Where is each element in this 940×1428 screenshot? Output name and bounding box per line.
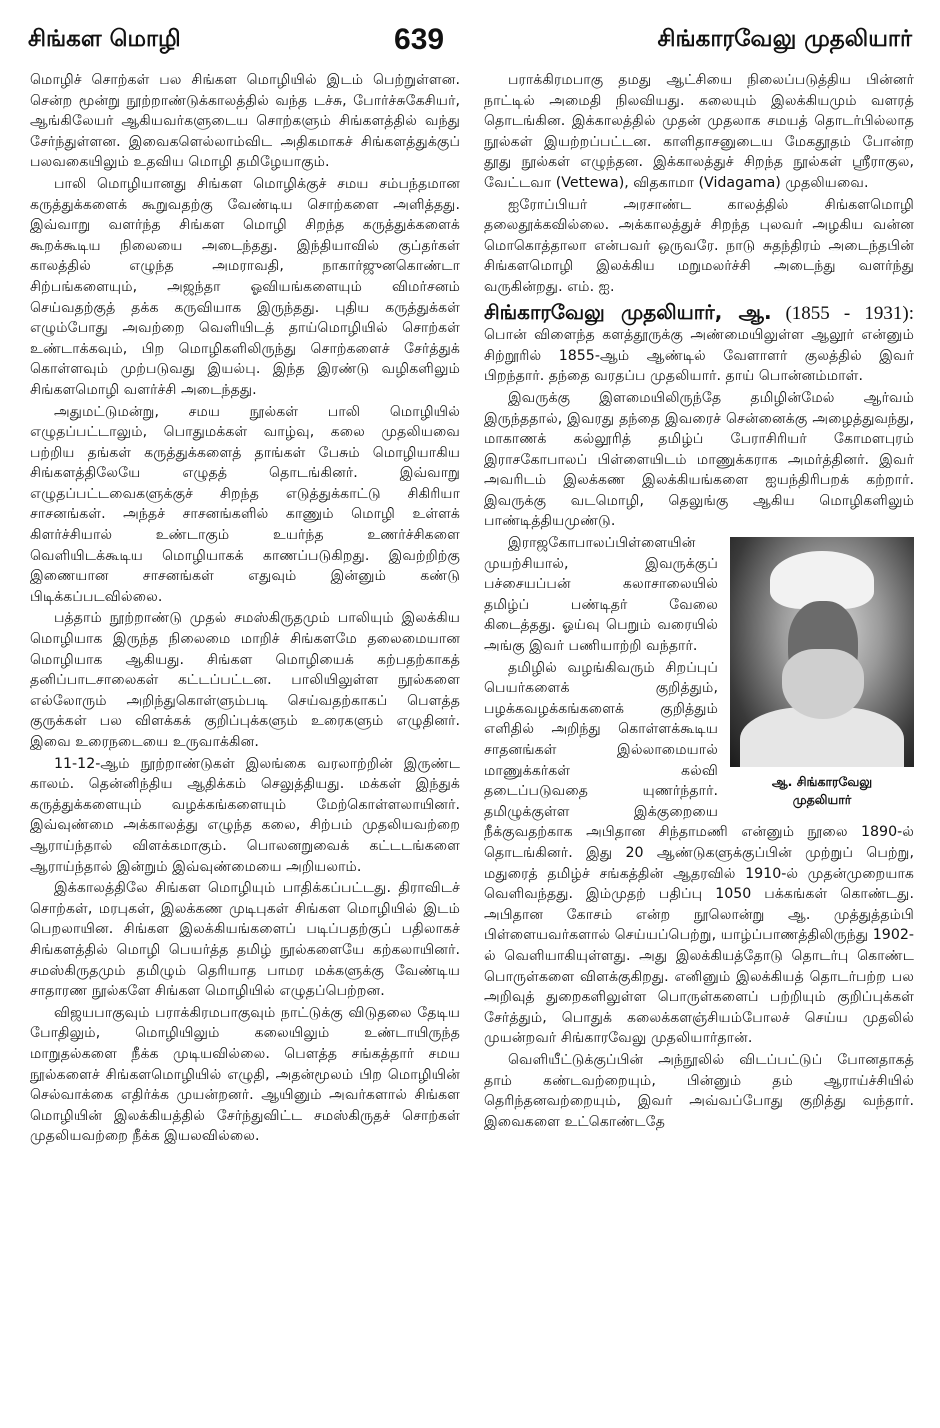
page-header <box>28 18 912 62</box>
left-column <box>30 70 460 1400</box>
entry-intro: பொன் விளைந்த களத்தூருக்கு அண்மையிலுள்ள ஆலூர் என்னும் சிற்றூரில் 1855-ஆம் ஆண்டில் வேளாளர் குலத்தில் இவர் பிறந்தார். தந்தை வரதப்ப முதலியார். தாய் பொன்னம்மாள். <box>484 327 914 385</box>
entry-title: சிங்காரவேலு முதலியார், ஆ. <box>484 299 772 324</box>
right-column <box>484 70 914 1400</box>
page-number: 639 <box>394 23 445 56</box>
paragraph: பராக்கிரமபாகு தமது ஆட்சியை நிலைப்படுத்திய பின்னர் நாட்டில் அமைதி நிலவியது. கலையும் இலக்கியமும் வளரத் தொடங்கின. இக்காலத்தில் முதன் முதலாக சமயத் தொடர்பில்லாத நூல்கள் இயற்றப்பட்டன. காளிதாசனுடைய மேகதூதம் போன்ற தூது நூல்கள் எழுந்தன. இக்காலத்துச் சிறந்த நூல்கள் ஸ்ரீராகுல, வேட்டவா (Vettewa), விதகாமா (Vidagama) முதலியவை. <box>484 72 914 191</box>
paragraph: மொழிச் சொற்கள் பல சிங்கள மொழியில் இடம் பெற்றுள்ளன. சென்ற மூன்று நூற்றாண்டுக்காலத்தில் வந்த டச்சு, போர்ச்சுகேசியர், ஆங்கிலேயர் ஆகியவர்களுடைய சொற்களும் சிங்களத்தில் வந்து சேர்ந்துள்ளன. இவைகளெல்லாம்விட அதிகமாகச் சிங்களத்துக்குப் பலவகையிலும் உதவிய மொழி தமிழேயாகும். <box>30 72 460 171</box>
paragraph: 11-12-ஆம் நூற்றாண்டுகள் இலங்கை வரலாற்றின் இருண்ட காலம். தென்னிந்திய ஆதிக்கம் செலுத்தியது. மக்கள் இந்துக் கருத்துக்களையும் வழக்கங்களையும் மேற்கொள்ளலாயினர். இவ்வுண்மை அக்காலத்து எழுந்த கலை, சிற்பம் முதலியவற்றை ஆராய்ந்தால் விளக்கமாகும். பொலனறுவைக் கட்டடங்களை ஆராய்ந்தால் இன்றும் இவ்வுண்மையை அறியலாம். <box>30 755 460 875</box>
paragraph: தமிழில் வழங்கிவரும் சிறப்புப் பெயர்களைக் குறித்தும், பழக்கவழக்கங்களைக் குறித்தும் எளிதில் அறிந்து கொள்ளக்கூடிய சாதனங்கள் இல்லாமையால் மாணுக்கர்கள் கல்வி தடைப்படுவதை யுணர்ந்தார். தமிழுக்குள்ள இக்குறையை நீக்குவதற்காக அபிதான சிந்தாமணி என்னும் நூலை 1890-ல் தொடங்கினர். இது 20 ஆண்டுகளுக்குப்பின் முற்றுப் பெற்று, மதுரைத் தமிழ்ச் சங்கத்தின் ஆதரவில் 1910-ல் முதன்முறையாக வெளிவந்தது. இம்முதற் பதிப்பு 1050 பக்கங்கள் கொண்டது. அபிதான கோசம் என்ற நூலொன்று ஆ. முத்துத்தம்பி பிள்ளையவர்களால் செய்யப்பெற்று, யாழ்ப்பாணத்திலிருந்து 1902-ல் வெளியாகியுள்ளது. அது இலக்கியத்தோடு தொடர்பு கொண்ட பொருள்களை விளக்குகிறது. எனினும் இலக்கியத் தொடர்பற்ற பல அறிவுத் துறைகளிலுள்ள பொருள்களைப் பற்றியும் குறிப்புக்கள் சேர்த்தும், பொதுக் கலைக்களஞ்சியம்போலச் செய்ய முதலில் முயன்றவர் சிங்காரவேலு முதலியார்தான். <box>484 659 914 1047</box>
paragraph: விஜயபாகுவும் பராக்கிரமபாகுவும் நாட்டுக்கு விடுதலை தேடிய போதிலும், மொழியிலும் கலையிலும் உண்டாயிருந்த மாறுதல்களை நீக்க முடியவில்லை. பௌத்த சங்கத்தார் சமய நூல்களைச் சிங்களமொழியில் எழுதி, அதன்மூலம் பிற மொழியின் செல்வாக்கை எதிர்க்க முயன்றனர். ஆயினும் அவர்களால் சிங்கள மொழியின் இலக்கியத்தில் சேர்ந்துவிட்ட சமஸ்கிருதச் சொற்கள் முதலியவற்றை நீக்க இயலவில்லை. <box>30 1004 460 1145</box>
paragraph: பாலி மொழியானது சிங்கள மொழிக்குச் சமய சம்பந்தமான கருத்துக்களைக் கூறுவதற்கு வேண்டிய சொற்களை அளித்தது. இவ்வாறு வளர்ந்த சிங்கள மொழி சிறந்த கருத்துக்களைக் கூறக்கூடிய நிலையை அடைந்தது. இந்தியாவில் குப்தர்கள் காலத்தில் எழுந்த அமராவதி, நாகார்ஜுனகொண்டா சிற்பங்களையும், அஜந்தா ஓவியங்களையும் விமர்சனம் செய்வதற்குத் தக்க கருவியாக இருந்தது. புதிய கருத்துக்கள் எழும்போது அவற்றை வெளியிடத் தாய்மொழியில் சொற்கள் உண்டாக்கவும், பிற மொழிகளிலிருந்து சொற்களைச் சேர்த்துக் கொள்ளவும் முற்படுவது இயல்பு. இந்த இரண்டு வழிகளிலும் சிங்களமொழி வளர்ச்சி அடைந்தது. <box>30 175 460 398</box>
caption-line: முதலியார் <box>792 792 852 808</box>
header-left-title: சிங்கள மொழி <box>28 25 181 52</box>
paragraph: பத்தாம் நூற்றாண்டு முதல் சமஸ்கிருதமும் பாலியும் இலக்கிய மொழியாக இருந்த நிலைமை மாறிச் சிங்களமே தலைமையான மொழியாக ஆகியது. சிங்கள மொழியைக் கற்பதற்காகத் தனிப்பாடசாலைகள் கட்டப்பட்டன. பாலியிலுள்ள நூல்களை எல்லோரும் அறிந்துகொள்ளும்படி செய்வதற்காகப் பௌத்த குருக்கள் பல விளக்கக் குறிப்புக்களும் உரைகளும் எழுதினர். இவை உரைநடையை உருவாக்கின. <box>30 610 460 750</box>
paragraph: ஐரோப்பியர் அரசாண்ட காலத்தில் சிங்களமொழி தலைதூக்கவில்லை. அக்காலத்துச் சிறந்த புலவர் அழகிய வன்ன மொகொத்தாலா என்பவர் ஒருவரே. நாடு சுதந்திரம் அடைந்தபின் சிங்களமொழி இலக்கிய மறுமலர்ச்சி அடைந்து வளர்ந்து வருகின்றது. எம். ஐ. <box>484 196 914 295</box>
paragraph: இவருக்கு இளமையிலிருந்தே தமிழின்மேல் ஆர்வம் இருந்ததால், இவரது தந்தை இவரைச் சென்னைக்கு அழைத்துவந்து, மாகாணக் கல்லூரித் தமிழ்ப் பேராசிரியர் கோமளபுரம் இராசகோபாலப் பிள்ளையிடம் மாணுக்கராக அமர்த்தினர். இவர் அவரிடம் இலக்கண இலக்கியங்களை ஐயந்திரிபறக் கற்றார். இவருக்கு வடமொழி, தெலுங்கு ஆகிய மொழிகளிலும் பாண்டித்தியமுண்டு. <box>484 389 914 530</box>
portrait-figure <box>730 537 914 809</box>
paragraph: வெளியீட்டுக்குப்பின் அந்நூலில் விடப்பட்டுப் போனதாகத் தாம் கண்டவற்றையும், பின்னும் தம் ஆராய்ச்சியில் தெரிந்தனவற்றையும், இவர் அவ்வப்போது குறித்து வந்தார். இவைகளை உட்கொண்டதே <box>484 1051 914 1130</box>
header-right-title: சிங்காரவேலு முதலியார் <box>657 25 912 52</box>
portrait-caption <box>730 773 914 809</box>
entry-dates: (1855 - 1931): <box>785 302 914 324</box>
paragraph: அதுமட்டுமன்று, சமய நூல்கள் பாலி மொழியில் எழுதப்பட்டாலும், பொதுமக்கள் வாழ்வு, கலை முதலியவை பற்றிய தங்கள் கருத்துக்களைத் தாங்கள் பேசும் மொழியாகிய சிங்களத்திலேயே எழுதத் தொடங்கினர். இவ்வாறு எழுதப்பட்டவைகளுக்குச் சிறந்த எடுத்துக்காட்டு சிகிரியா சாசனங்கள். அந்தச் சாசனங்களில் காணும் மொழி உள்ளக் கிளர்ச்சியால் உண்டாகும் உயர்ந்த உணர்ச்சிகளை வெளியிடக்கூடிய மொழியாகக் காணப்படுகிறது. இவற்றிற்கு இணையான சாசனங்கள் எதுவும் இன்னும் கண்டு பிடிக்கப்படவில்லை. <box>30 403 460 605</box>
portrait-photo <box>730 537 914 767</box>
entry-heading <box>484 299 914 387</box>
paragraph: இக்காலத்திலே சிங்கள மொழியும் பாதிக்கப்பட்டது. திராவிடச் சொற்கள், மரபுகள், இலக்கண முடிபுகள் சிங்கள மொழியில் இடம் பெறலாயின. சிங்கள இலக்கியங்களைப் படிப்பதற்குப் பதிலாகச் சிங்களத்தில் மொழி பெயர்த்த தமிழ் நூல்களையே கற்கலாயினர். சமஸ்கிருதமும் தமிழும் தெரியாத பாமர மக்களுக்கு வேண்டிய சாதாரண நூல்களே சிங்கள மொழியில் எழுதப்பெற்றன. <box>30 880 460 1000</box>
paragraph: இராஜகோபாலப்பிள்ளையின் முயற்சியால், இவருக்குப் பச்சையப்பன் கலாசாலையில் தமிழ்ப் பண்டிதர் வேலை கிடைத்தது. ஓய்வு பெறும் வரையில் அங்கு இவர் பணியாற்றி வந்தார். <box>484 535 718 655</box>
caption-line: ஆ. சிங்காரவேலு <box>771 774 873 790</box>
